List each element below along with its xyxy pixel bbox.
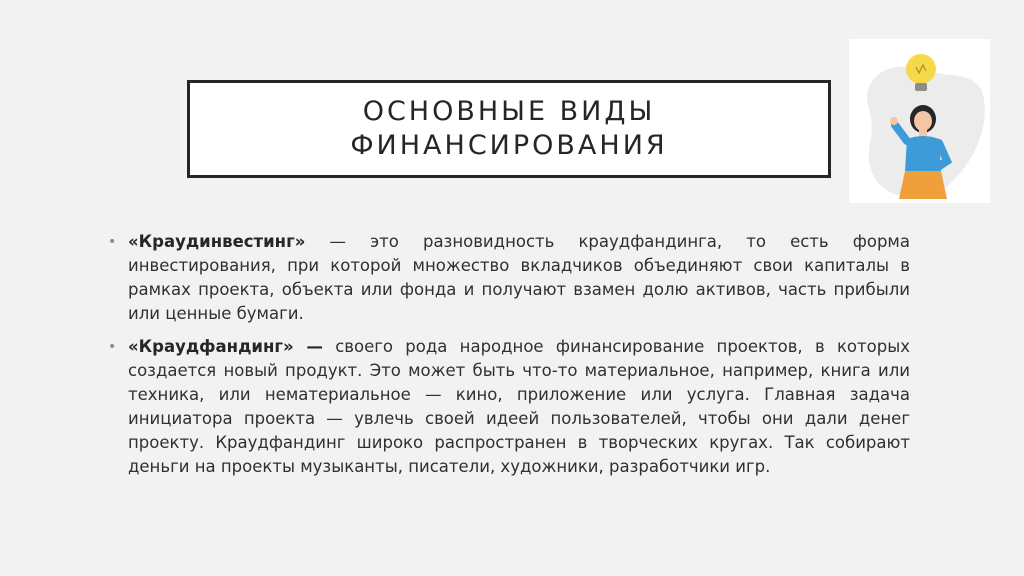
slide-title-box: [187, 80, 831, 178]
bullet-text: [128, 230, 910, 326]
bullet-icon: •: [108, 339, 117, 355]
slide-title: ОСНОВНЫЕ ВИДЫ ФИНАНСИРОВАНИЯ: [350, 96, 668, 161]
bullet-item-crowdinvesting: [108, 230, 910, 326]
bullet-text: [128, 335, 910, 479]
bullet-description: — это разновидность краудфандинга, то есть форма инвестирования, при которой множество вкладчиков объединяют свои капиталы в рамках проекта, объекта или фонда и получают взамен долю активов, часть прибыли или ценные бумаги.: [128, 232, 910, 323]
bullet-item-crowdfunding: [108, 335, 910, 479]
woman-idea-illustration: [849, 39, 990, 203]
bullet-description: своего рода народное финансирование проектов, в которых создается новый продукт. Это может быть что-то материальное, например, книга или техника, или нематериальное — кино, приложение или услуга. Главная задача инициатора проекта — увлечь своей идеей пользователей, чтобы они дали денег проекту. Краудфандинг широко распространен в творческих кругах. Так собирают деньги на проекты музыканты, писатели, художники, разработчики игр.: [128, 337, 911, 476]
bullet-term: «Краудинвестинг»: [128, 232, 306, 251]
slide-content: [108, 230, 910, 488]
bullet-icon: •: [108, 234, 117, 250]
bullet-term: «Краудфандинг» —: [128, 337, 323, 356]
woman-lightbulb-icon: [849, 39, 990, 203]
